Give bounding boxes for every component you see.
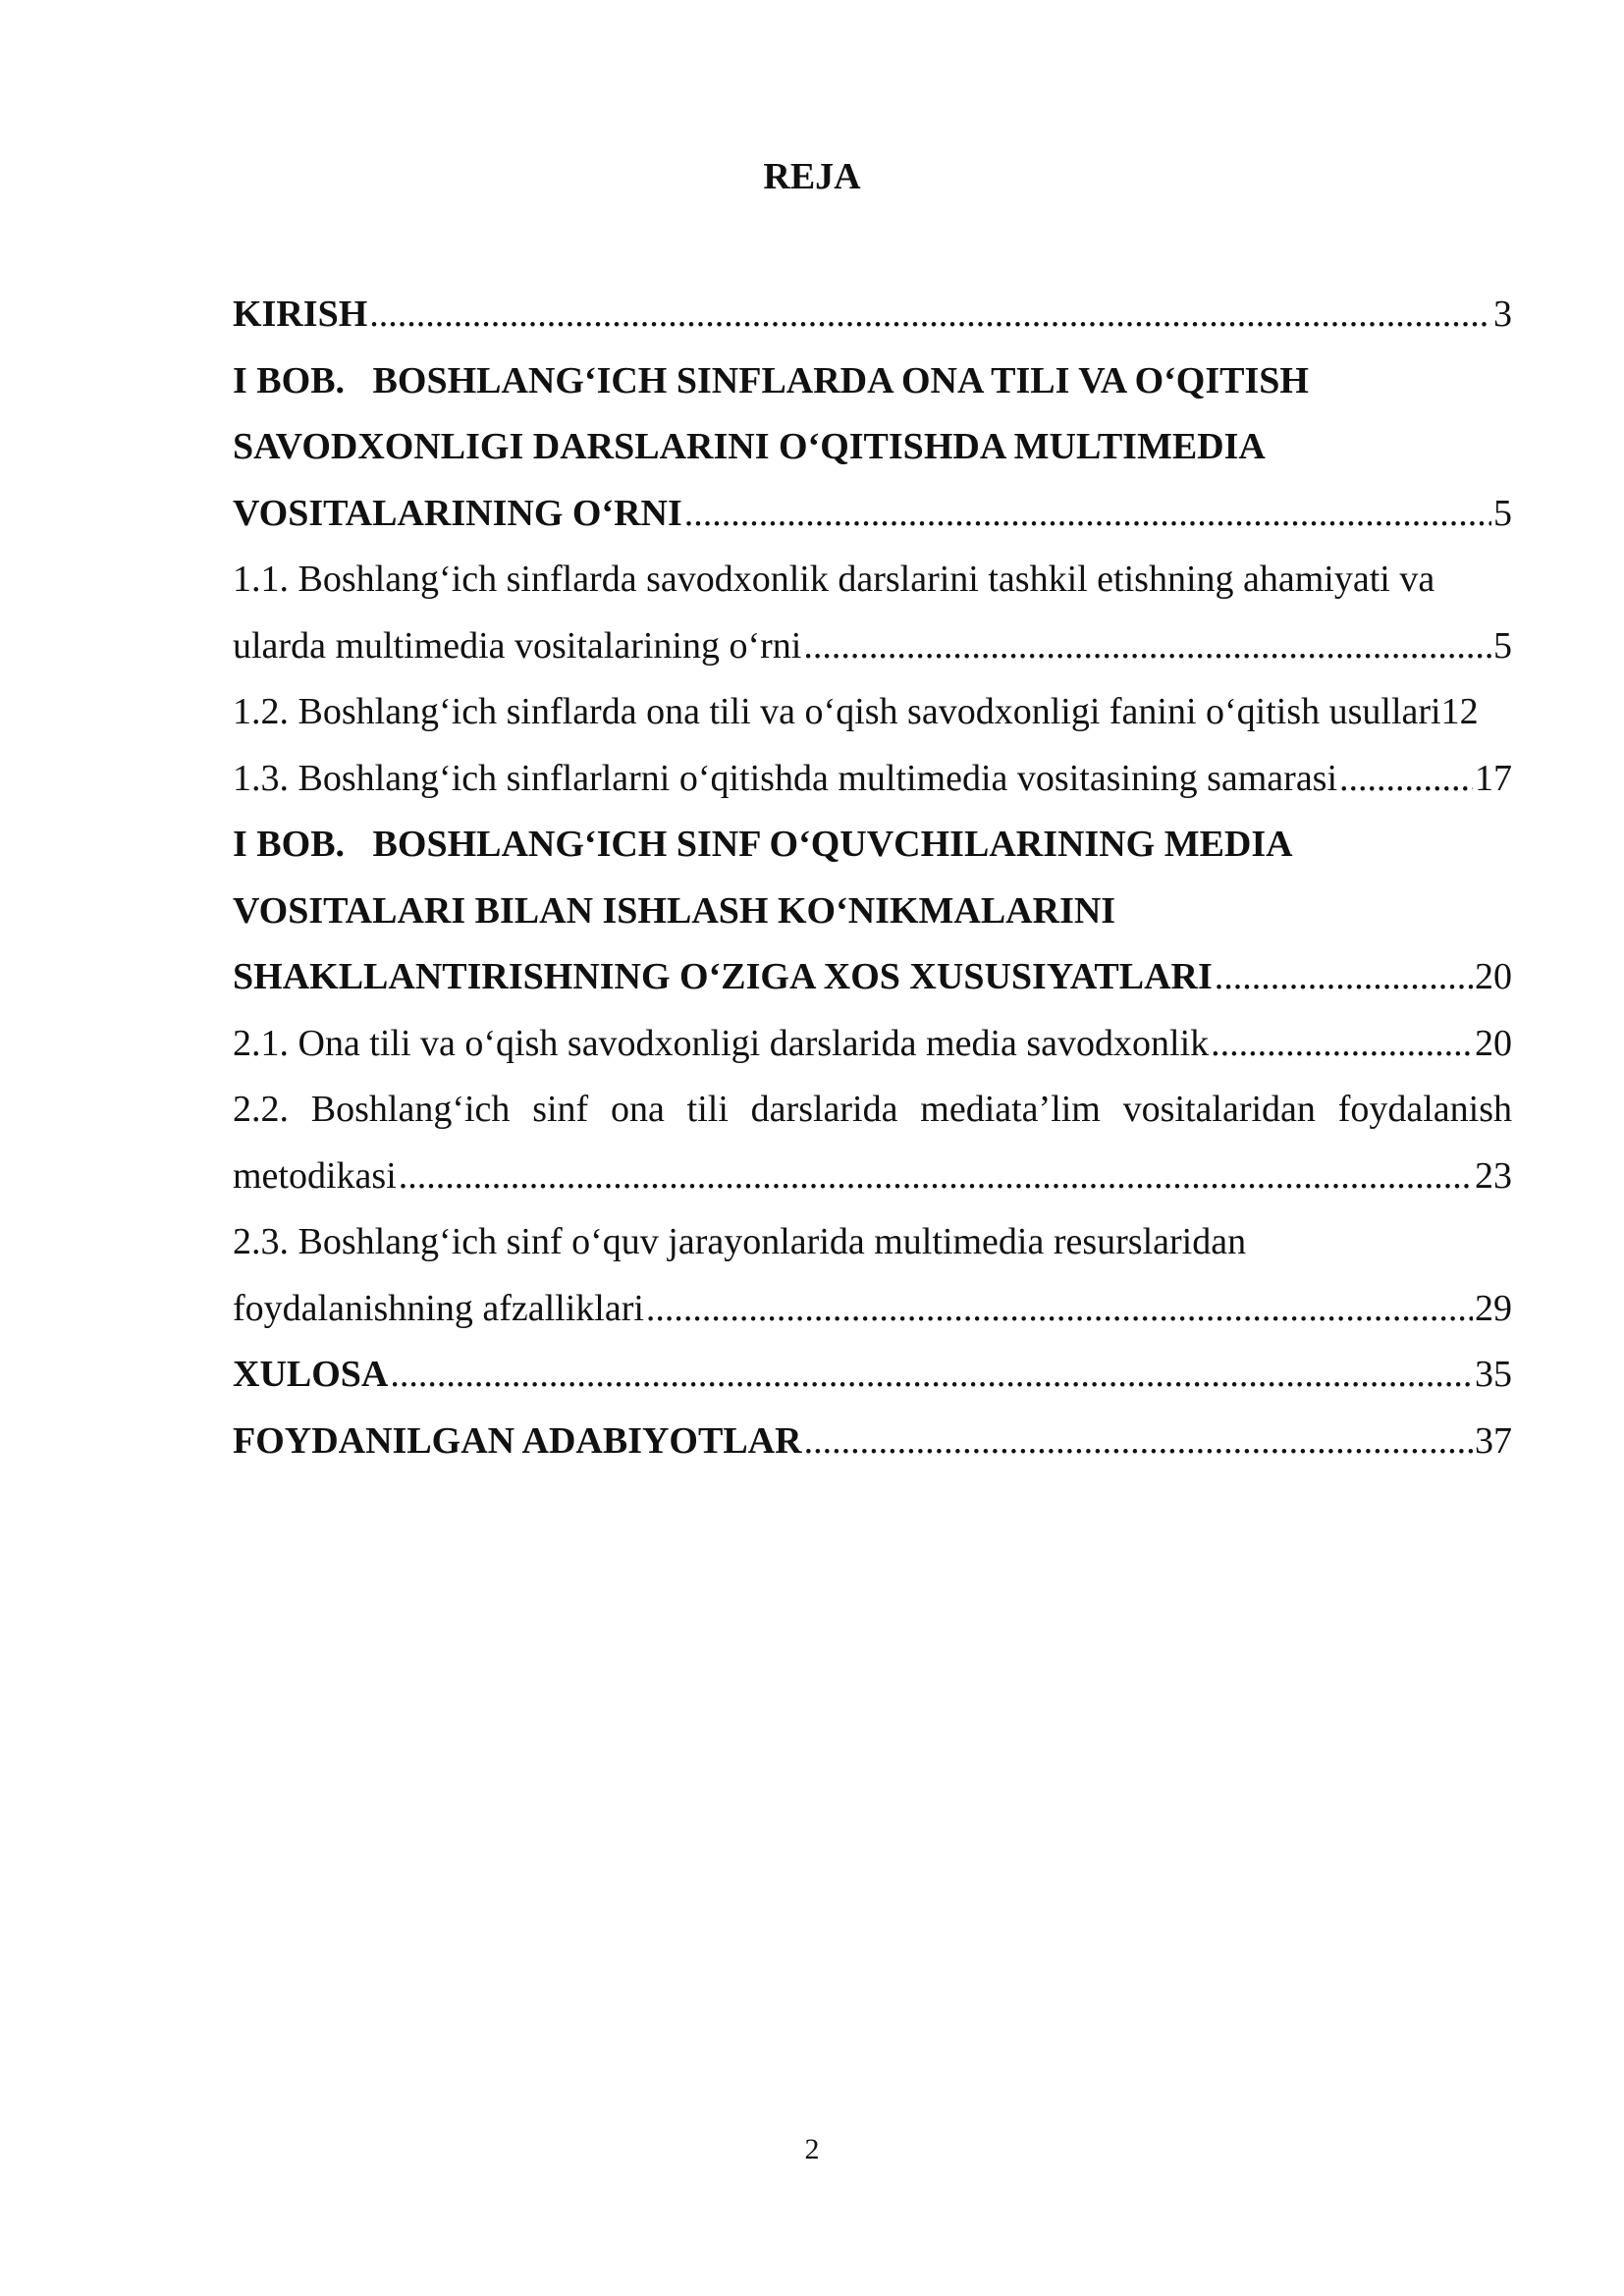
toc-page-number: 3 <box>1493 294 1512 335</box>
toc-entry-text: I BOB. BOSHLANG‘ICH SINFLARDA ONA TILI VA O‘QITISH <box>233 359 1309 401</box>
toc-page-number: 29 <box>1475 1287 1512 1329</box>
toc-entry-section-1-3[interactable] <box>233 746 1512 813</box>
toc-page-number: 20 <box>1475 956 1512 997</box>
toc-entry-text: SHAKLLANTIRISHNING O‘ZIGA XOS XUSUSIYATLARI <box>233 956 1213 997</box>
toc-entry-section-2-1[interactable] <box>233 1011 1512 1078</box>
toc-entry-text: ularda multimedia vositalarining o‘rni <box>233 624 802 667</box>
toc-page-number: 35 <box>1475 1354 1512 1395</box>
toc-entry-section-1-2[interactable] <box>233 679 1512 746</box>
toc-entry-chapter-1-line-2[interactable] <box>233 414 1512 481</box>
toc-entry-text: VOSITALARINING O‘RNI <box>233 492 682 534</box>
toc-leader-dots <box>804 1409 1473 1475</box>
toc-entry-text: I BOB. BOSHLANG‘ICH SINF O‘QUVCHILARINING MEDIA <box>233 824 1293 865</box>
toc-entry-chapter-1-line-3[interactable] <box>233 481 1512 548</box>
toc-entry-text: metodikasi <box>233 1154 397 1197</box>
toc-entry-text: 2.2. Boshlang‘ich sinf ona tili darslarida mediata’lim vositalaridan foydalanish <box>233 1089 1512 1130</box>
toc-entry-text: 1.1. Boshlang‘ich sinflarda savodxonlik darslarini tashkil etishning ahamiyati va <box>233 559 1435 600</box>
toc-entry-section-1-1-line-1[interactable] <box>233 547 1512 614</box>
toc-entry-section-2-2-line-1[interactable] <box>233 1077 1512 1144</box>
toc-entry-chapter-2-line-3[interactable] <box>233 944 1512 1011</box>
toc-leader-dots <box>369 282 1491 348</box>
toc-entry-text: 2.1. Ona tili va o‘qish savodxonligi darslarida media savodxonlik <box>233 1022 1210 1064</box>
toc-leader-dots <box>1339 746 1473 813</box>
toc-entry-text: XULOSA <box>233 1354 389 1395</box>
toc-page-number: 12 <box>1440 691 1479 732</box>
toc-entry-section-2-3-line-2[interactable] <box>233 1276 1512 1343</box>
toc-entry-section-2-2-line-2[interactable] <box>233 1144 1512 1210</box>
toc-leader-dots <box>803 614 1491 680</box>
toc-entry-text: FOYDANILGAN ADABIYOTLAR <box>233 1419 802 1462</box>
page-title: REJA <box>763 156 861 197</box>
toc-entry-text: VOSITALARI BILAN ISHLASH KO‘NIKMALARINI <box>233 889 1116 932</box>
toc-entry-chapter-2-line-2[interactable] <box>233 879 1512 945</box>
toc-entry-kirish[interactable] <box>233 282 1512 348</box>
toc-page-number: 23 <box>1475 1154 1512 1197</box>
toc-page-number: 5 <box>1493 492 1512 534</box>
toc-leader-dots <box>399 1144 1473 1210</box>
toc-entry-xulosa[interactable] <box>233 1342 1512 1409</box>
toc-entry-section-1-1-line-2[interactable] <box>233 614 1512 680</box>
toc-entry-text: 1.3. Boshlang‘ich sinflarlarni o‘qitishda multimedia vositasining samarasi <box>233 757 1338 799</box>
toc-page-number: 20 <box>1475 1022 1512 1064</box>
toc-entry-text: 1.2. Boshlang‘ich sinflarda ona tili va o‘qish savodxonligi fanini o‘qitish usullari <box>233 691 1441 732</box>
toc-entry-text: 2.3. Boshlang‘ich sinf o‘quv jarayonlarida multimedia resurslaridan <box>233 1221 1247 1262</box>
toc-page-number: 5 <box>1493 624 1512 667</box>
toc-entry-text: KIRISH <box>233 294 368 335</box>
toc-page-number: 37 <box>1475 1419 1512 1462</box>
page-number: 2 <box>804 2133 820 2165</box>
toc-entry-text: foydalanishning afzalliklari <box>233 1287 644 1329</box>
toc-entry-chapter-2-line-1[interactable] <box>233 812 1512 879</box>
toc-page-number: 17 <box>1475 757 1512 799</box>
toc-leader-dots <box>1211 1011 1473 1078</box>
table-of-contents <box>233 282 1512 1474</box>
toc-entry-chapter-1-line-1[interactable] <box>233 348 1512 415</box>
toc-entry-text: SAVODXONLIGI DARSLARINI O‘QITISHDA MULTIMEDIA <box>233 426 1266 467</box>
toc-leader-dots <box>390 1342 1473 1409</box>
toc-leader-dots <box>684 481 1491 548</box>
toc-entry-section-2-3-line-1[interactable] <box>233 1209 1512 1276</box>
toc-entry-adabiyotlar[interactable] <box>233 1409 1512 1475</box>
toc-leader-dots <box>646 1276 1473 1343</box>
toc-leader-dots <box>1215 944 1473 1011</box>
